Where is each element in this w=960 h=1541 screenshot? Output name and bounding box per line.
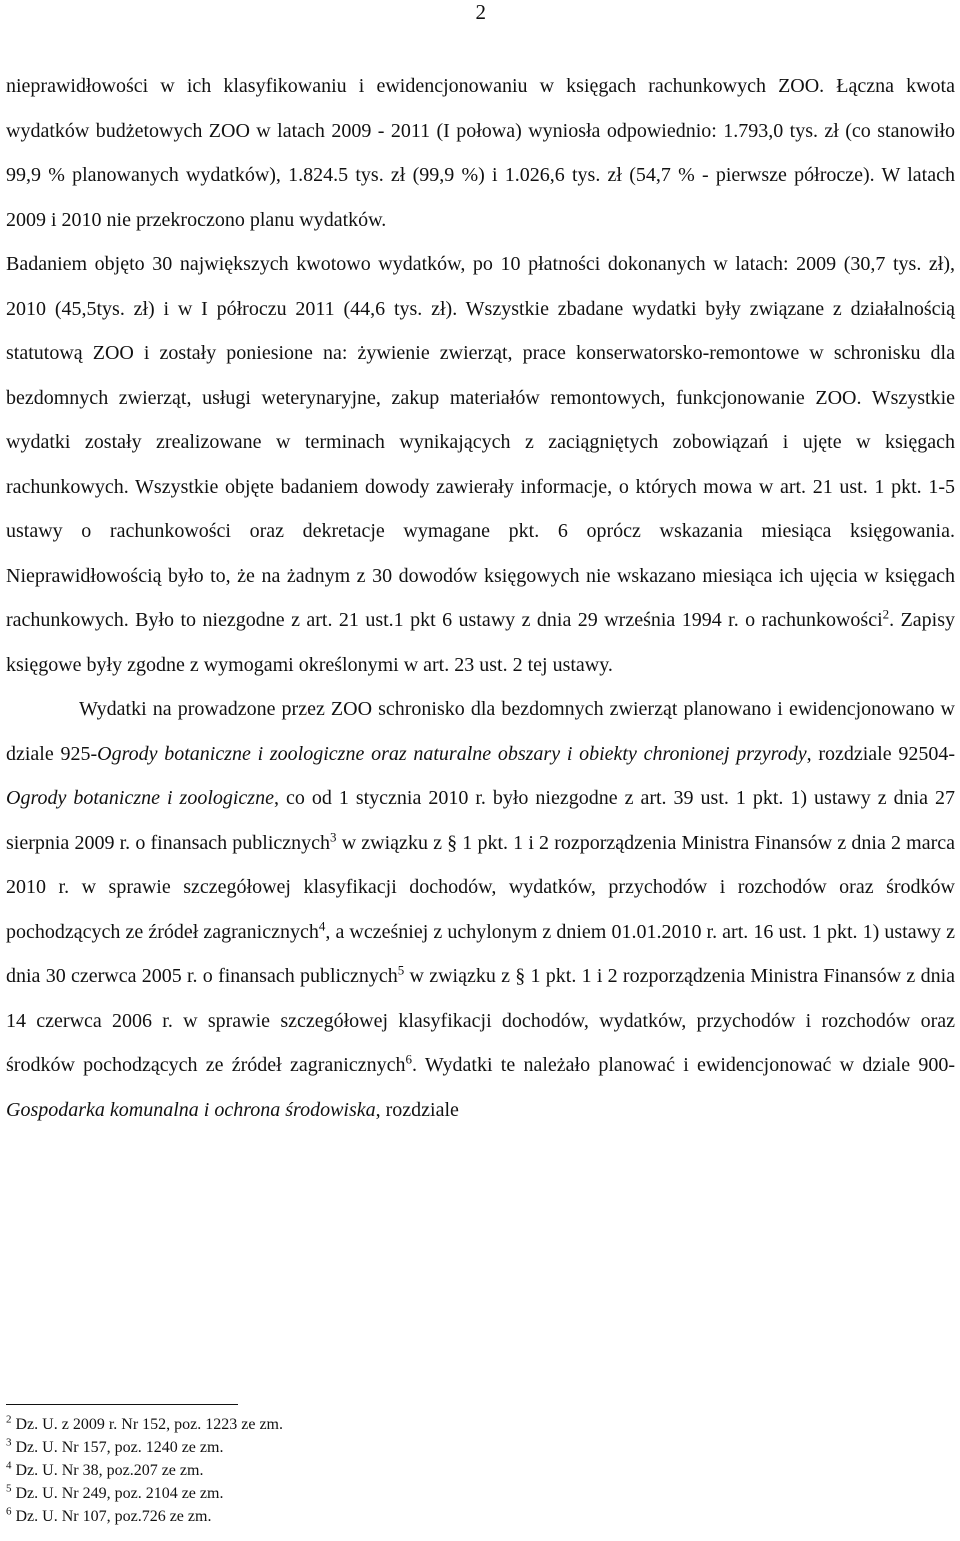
footnote-text: Dz. U. z 2009 r. Nr 152, poz. 1223 ze zm. (11, 1416, 283, 1433)
italic-text-run: Gospodarka komunalna i ochrona środowiska (6, 1098, 376, 1121)
footnote-reference: 6 (405, 1051, 412, 1067)
text-run: Badaniem objęto 30 największych kwotowo wydatków, po 10 płatności dokonanych w latach: 2009 (30,7 tys. zł), 2010 (45,5tys. zł) i w I półroczu 2011 (44,6 tys. zł). Wszystkie zbadane wydatki były związane z działalnością statutową ZOO i zostały poniesione na: żywienie zwierząt, prace konserwatorsko-remontowe w schronisku dla bezdomnych zwierząt, usługi weterynaryjne, zakup materiałów remontowych, funkcjonowanie ZOO. Wszystkie wydatki zostały zrealizowane w terminach wynikających z zaciągniętych zobowiązań i ujęte w księgach rachunkowych. Wszystkie objęte badaniem dowody zawierały informacje, o których mowa w art. 21 ust. 1 pkt. 1-5 ustawy o rachunkowości oraz dekretacje wymagane pkt. 6 oprócz wskazania miesiąca księgowania. Nieprawidłowością było to, że na żadnym z 30 dowodów księgowych nie wskazano miesiąca ich ujęcia w księgach rachunkowych. Było to niezgodne z art. 21 ust.1 pkt 6 ustawy z dnia 29 września 1994 r. o rachunkowości (6, 253, 955, 631)
footnote-text: Dz. U. Nr 249, poz. 2104 ze zm. (11, 1485, 224, 1502)
page-number: 2 (475, 0, 486, 24)
footnote-text: Dz. U. Nr 157, poz. 1240 ze zm. (11, 1439, 224, 1456)
footnote-reference: 3 (330, 828, 337, 844)
text-run: , rozdziale (375, 1098, 459, 1121)
footnote-number: 4 (6, 1459, 12, 1472)
italic-text-run: Ogrody botaniczne i zoologiczne (6, 787, 274, 809)
footnote-item (6, 1459, 283, 1482)
text-run: . Wydatki te należało planować i ewidencjonować w dziale 900- (411, 1054, 956, 1076)
footnote-text: Dz. U. Nr 38, poz.207 ze zm. (11, 1462, 204, 1479)
footnote-number: 5 (6, 1482, 12, 1495)
footnote-reference: 5 (397, 962, 405, 978)
footnote-number: 6 (6, 1505, 12, 1518)
text-run: Wydatki na prowadzone przez ZOO schronisko dla bezdomnych zwierząt planowano i ewidencjonowano w dziale 925- (6, 698, 955, 765)
footnote-reference: 4 (318, 917, 326, 933)
footnote-reference: 2 (882, 606, 890, 622)
text-run: , co od 1 stycznia 2010 r. było niezgodne z art. 39 ust. 1 pkt. 1) ustawy z dnia 27 sierpnia 2009 r. o finansach publicznych (6, 787, 955, 854)
text-run: w związku z § 1 pkt. 1 i 2 rozporządzenia Ministra Finansów z dnia 14 czerwca 2006 r. w sprawie szczegółowej klasyfikacji dochodów, wydatków, przychodów i rozchodów oraz środków pochodzących ze źródeł zagranicznych (6, 965, 955, 1076)
paragraph (6, 687, 955, 1132)
paragraph (6, 242, 955, 687)
paragraph (6, 64, 955, 242)
text-run: , a wcześniej z uchylonym z dniem 01.01.2010 r. art. 16 ust. 1 pkt. 1) ustawy z dnia 30 czerwca 2005 r. o finansach publicznych (6, 920, 955, 987)
footnote-separator (6, 1404, 238, 1405)
footnote-number: 2 (6, 1413, 12, 1426)
footnote-item (6, 1413, 283, 1436)
text-run: , rozdziale 92504- (806, 742, 955, 765)
text-run: . Zapisy księgowe były zgodne z wymogami określonymi w art. 23 ust. 2 tej ustawy. (6, 609, 956, 676)
footnote-text: Dz. U. Nr 107, poz.726 ze zm. (11, 1508, 212, 1525)
italic-text-run: Ogrody botaniczne i zoologiczne oraz naturalne obszary i obiekty chronionej przyrody (97, 742, 807, 765)
text-run: nieprawidłowości w ich klasyfikowaniu i ewidencjonowaniu w księgach rachunkowych ZOO. Łączna kwota wydatków budżetowych ZOO w latach 2009 - 2011 (I połowa) wyniosła odpowiednio: 1.793,0 tys. zł (co stanowiło 99,9 % planowanych wydatków), 1.824.5 tys. zł (99,9 %) i 1.026,6 tys. zł (54,7 % - pierwsze półrocze). W latach 2009 i 2010 nie przekroczono planu wydatków. (6, 75, 955, 231)
footnotes (6, 1413, 283, 1528)
text-run: w związku z § 1 pkt. 1 i 2 rozporządzenia Ministra Finansów z dnia 2 marca 2010 r. w sprawie szczegółowej klasyfikacji dochodów, wydatków, przychodów i rozchodów oraz środków pochodzących ze źródeł zagranicznych (6, 831, 956, 943)
body-text (6, 64, 955, 1132)
footnote-item (6, 1505, 283, 1528)
footnote-item (6, 1482, 283, 1505)
footnote-item (6, 1436, 283, 1459)
footnote-number: 3 (6, 1436, 12, 1449)
